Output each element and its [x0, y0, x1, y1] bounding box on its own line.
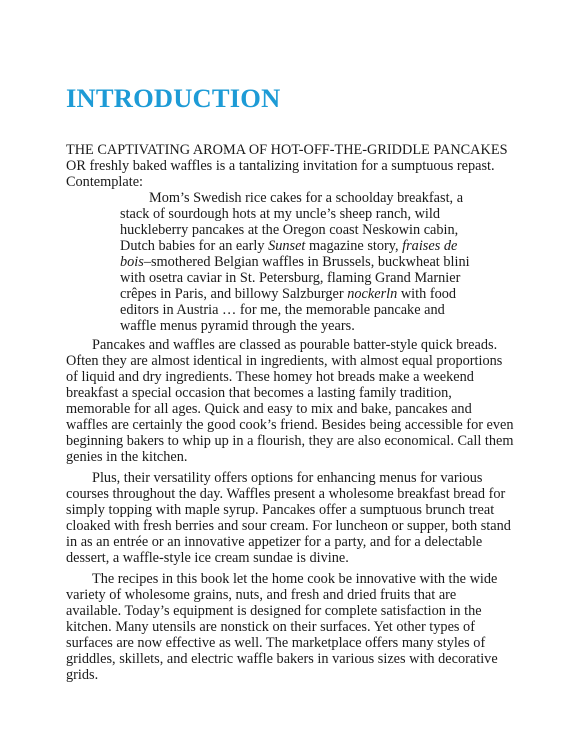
body-paragraph: Plus, their versatility offers options for enhancing menus for various courses throughout the day. Waffles present a wholesome breakfast bread for simply topping with maple syrup. Pancakes offer a sumptuous brunch treat cloaked with fresh berries and sour cream. For luncheon or supper, both stand in as an entrée or an innovative appetizer for a party, and for a delectable dessert, a waffle-style ice cream sundae is divine. [66, 470, 511, 566]
quote-part-1: Mom’s Swedish rice cakes for a schoolday breakfast, a stack of sourdough hots at my uncle’s sheep ranch, wild huckleberry pancakes at the Oregon coast Neskowin cabin, Dutch babies for an early [120, 190, 464, 254]
quote-part-4: with food editors in Austria … for me, the memorable pancake and waffle menus pyramid through the years. [120, 286, 457, 334]
chapter-title: INTRODUCTION [66, 83, 281, 113]
quote-italic-sunset: Sunset [268, 238, 306, 254]
quote-text [120, 190, 470, 334]
quote-italic-nockerln: nockerln [347, 286, 398, 302]
lead-text: freshly baked waffles is a tantalizing invitation for a sumptuous repast. Contemplate: [66, 158, 495, 190]
quote-italic-fraises: fraises de bois [120, 238, 458, 270]
page [66, 82, 514, 683]
quote-part-2: magazine story, [305, 238, 403, 254]
block-quote [66, 190, 470, 334]
lead-paragraph [66, 142, 514, 190]
body-paragraph: The recipes in this book let the home cook be innovative with the wide variety of wholesome grains, nuts, and fresh and dried fruits that are available. Today’s equipment is designed for complete satisfaction in the kitchen. Many utensils are nonstick on their surfaces. Yet other types of surfaces are now effective as well. The marketplace offers many styles of griddles, skillets, and electric waffle bakers in various sizes with decorative grids. [66, 571, 498, 683]
body-paragraph: Pancakes and waffles are classed as pourable batter-style quick breads. Often they are almost identical in ingredients, with almost equal proportions of liquid and dry ingredients. These homey hot breads make a weekend breakfast a special occasion that becomes a lasting family tradition, memorable for all ages. Quick and easy to mix and bake, pancakes and waffles are certainly the good cook’s friend. Besides being accessible for even beginning bakers to whip up in a flourish, they are also economical. Call them genies in the kitchen. [66, 337, 514, 465]
quote-part-3: –smothered Belgian waffles in Brussels, buckwheat blini with osetra caviar in St. Petersburg, flaming Grand Marnier crêpes in Paris, and billowy Salzburger [120, 254, 470, 302]
lead-small-caps: THE CAPTIVATING AROMA OF HOT-OFF-THE-GRIDDLE PANCAKES OR [66, 142, 508, 174]
